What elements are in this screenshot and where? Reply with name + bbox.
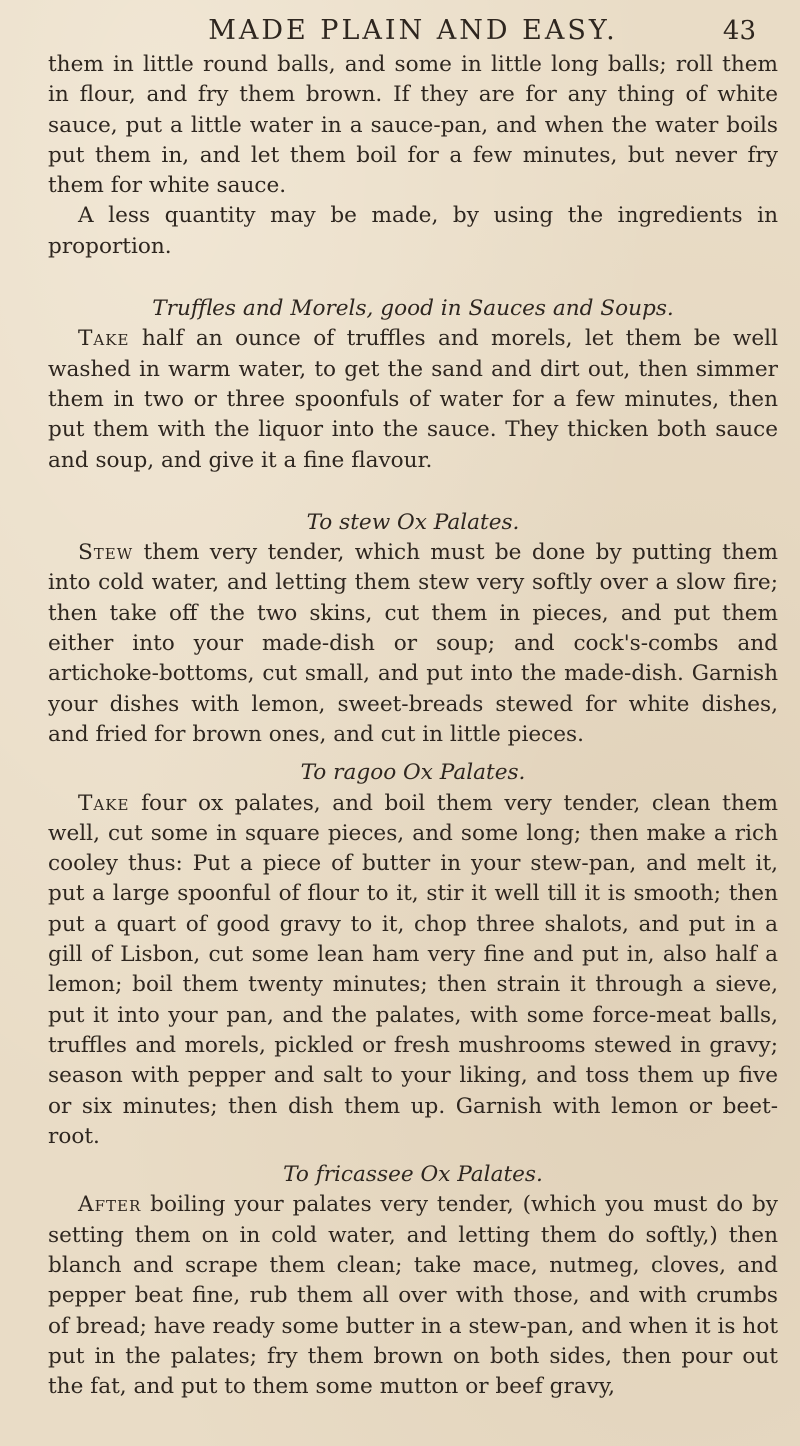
recipe-heading-ragoo-ox-palates: To ragoo Ox Palates. (300, 760, 526, 786)
recipe-body-stew-ox-palates (48, 538, 778, 750)
recipe-body-fricassee-ox-palates (48, 1190, 778, 1402)
page-number: 43 (722, 16, 756, 46)
paragraph-quantity-note: A less quantity may be made, by using the ingredients in proportion. (48, 203, 778, 259)
recipe-text: boiling your palates very tender, (which you must do by setting them on in cold water, and letting them do softly,) then blanch and scrape them clean; take mace, nutmeg, cloves, and pepper beat fine, rub them all over with those, and with crumbs of bread; have ready some butter in a stew-pan, and when it is hot put in the palates; fry them brown on both sides, then pour out the fat, and put to them some mutton or beef gravy, (48, 1192, 778, 1400)
recipe-text: them very tender, which must be done by putting them into cold water, and letting them stew very softly over a slow fire; then take off the two skins, cut them in pieces, and put them either into your made-dish or soup; and cock's-combs and artichoke-bottoms, cut small, and put into the made-dish. Garnish your dishes with lemon, sweet-breads stewed for white dishes, and fried for brown ones, and cut in little pieces. (48, 540, 778, 747)
recipe-text: half an ounce of truffles and morels, let them be well washed in warm water, to get the sand and dirt out, then simmer them in two or three spoonfuls of water for a few minutes, then put them with the liquor into the sauce. They thicken both sauce and soup, and give it a fine flavour. (48, 326, 778, 473)
recipe-body-ragoo-ox-palates (48, 789, 778, 1153)
recipe-body-truffles (48, 324, 778, 475)
continued-paragraph: them in little round balls, and some in little long balls; roll them in flour, and fry them brown. If they are for any thing of white sauce, put a little water in a sauce-pan, and when the water boils put them in, and let them boil for a few minutes, but never fry them for white sauce. (48, 52, 778, 199)
opening-word: After (78, 1192, 142, 1218)
recipe-text: four ox palates, and boil them very tender, clean them well, cut some in square pieces, and some long; then make a rich cooley thus: Put a piece of butter in your stew-pan, and melt it, put a large spoonful of flour to it, stir it well till it is smooth; then put a quart of good gravy to it, chop three shalots, and put in a gill of Lisbon, cut some lean ham very fine and put in, also half a lemon; boil them twenty minutes; then strain it through a sieve, put it into your pan, and the palates, with some force-meat balls, truffles and morels, pickled or fresh mushrooms stewed in gravy; season with pepper and salt to your liking, and toss them up five or six minutes; then dish them up. Garnish with lemon or beet-root. (48, 790, 778, 1149)
recipe-heading-truffles: Truffles and Morels, good in Sauces and Soups. (152, 296, 674, 322)
recipe-heading-fricassee-ox-palates: To fricassee Ox Palates. (283, 1162, 543, 1188)
running-head (48, 12, 778, 50)
section-spacer (48, 262, 778, 286)
opening-word: Stew (78, 540, 134, 566)
opening-word: Take (78, 790, 130, 816)
opening-word: Take (78, 326, 130, 352)
section-spacer (48, 476, 778, 500)
running-title: MADE PLAIN AND EASY. (208, 15, 618, 46)
recipe-heading-stew-ox-palates: To stew Ox Palates. (306, 509, 520, 535)
